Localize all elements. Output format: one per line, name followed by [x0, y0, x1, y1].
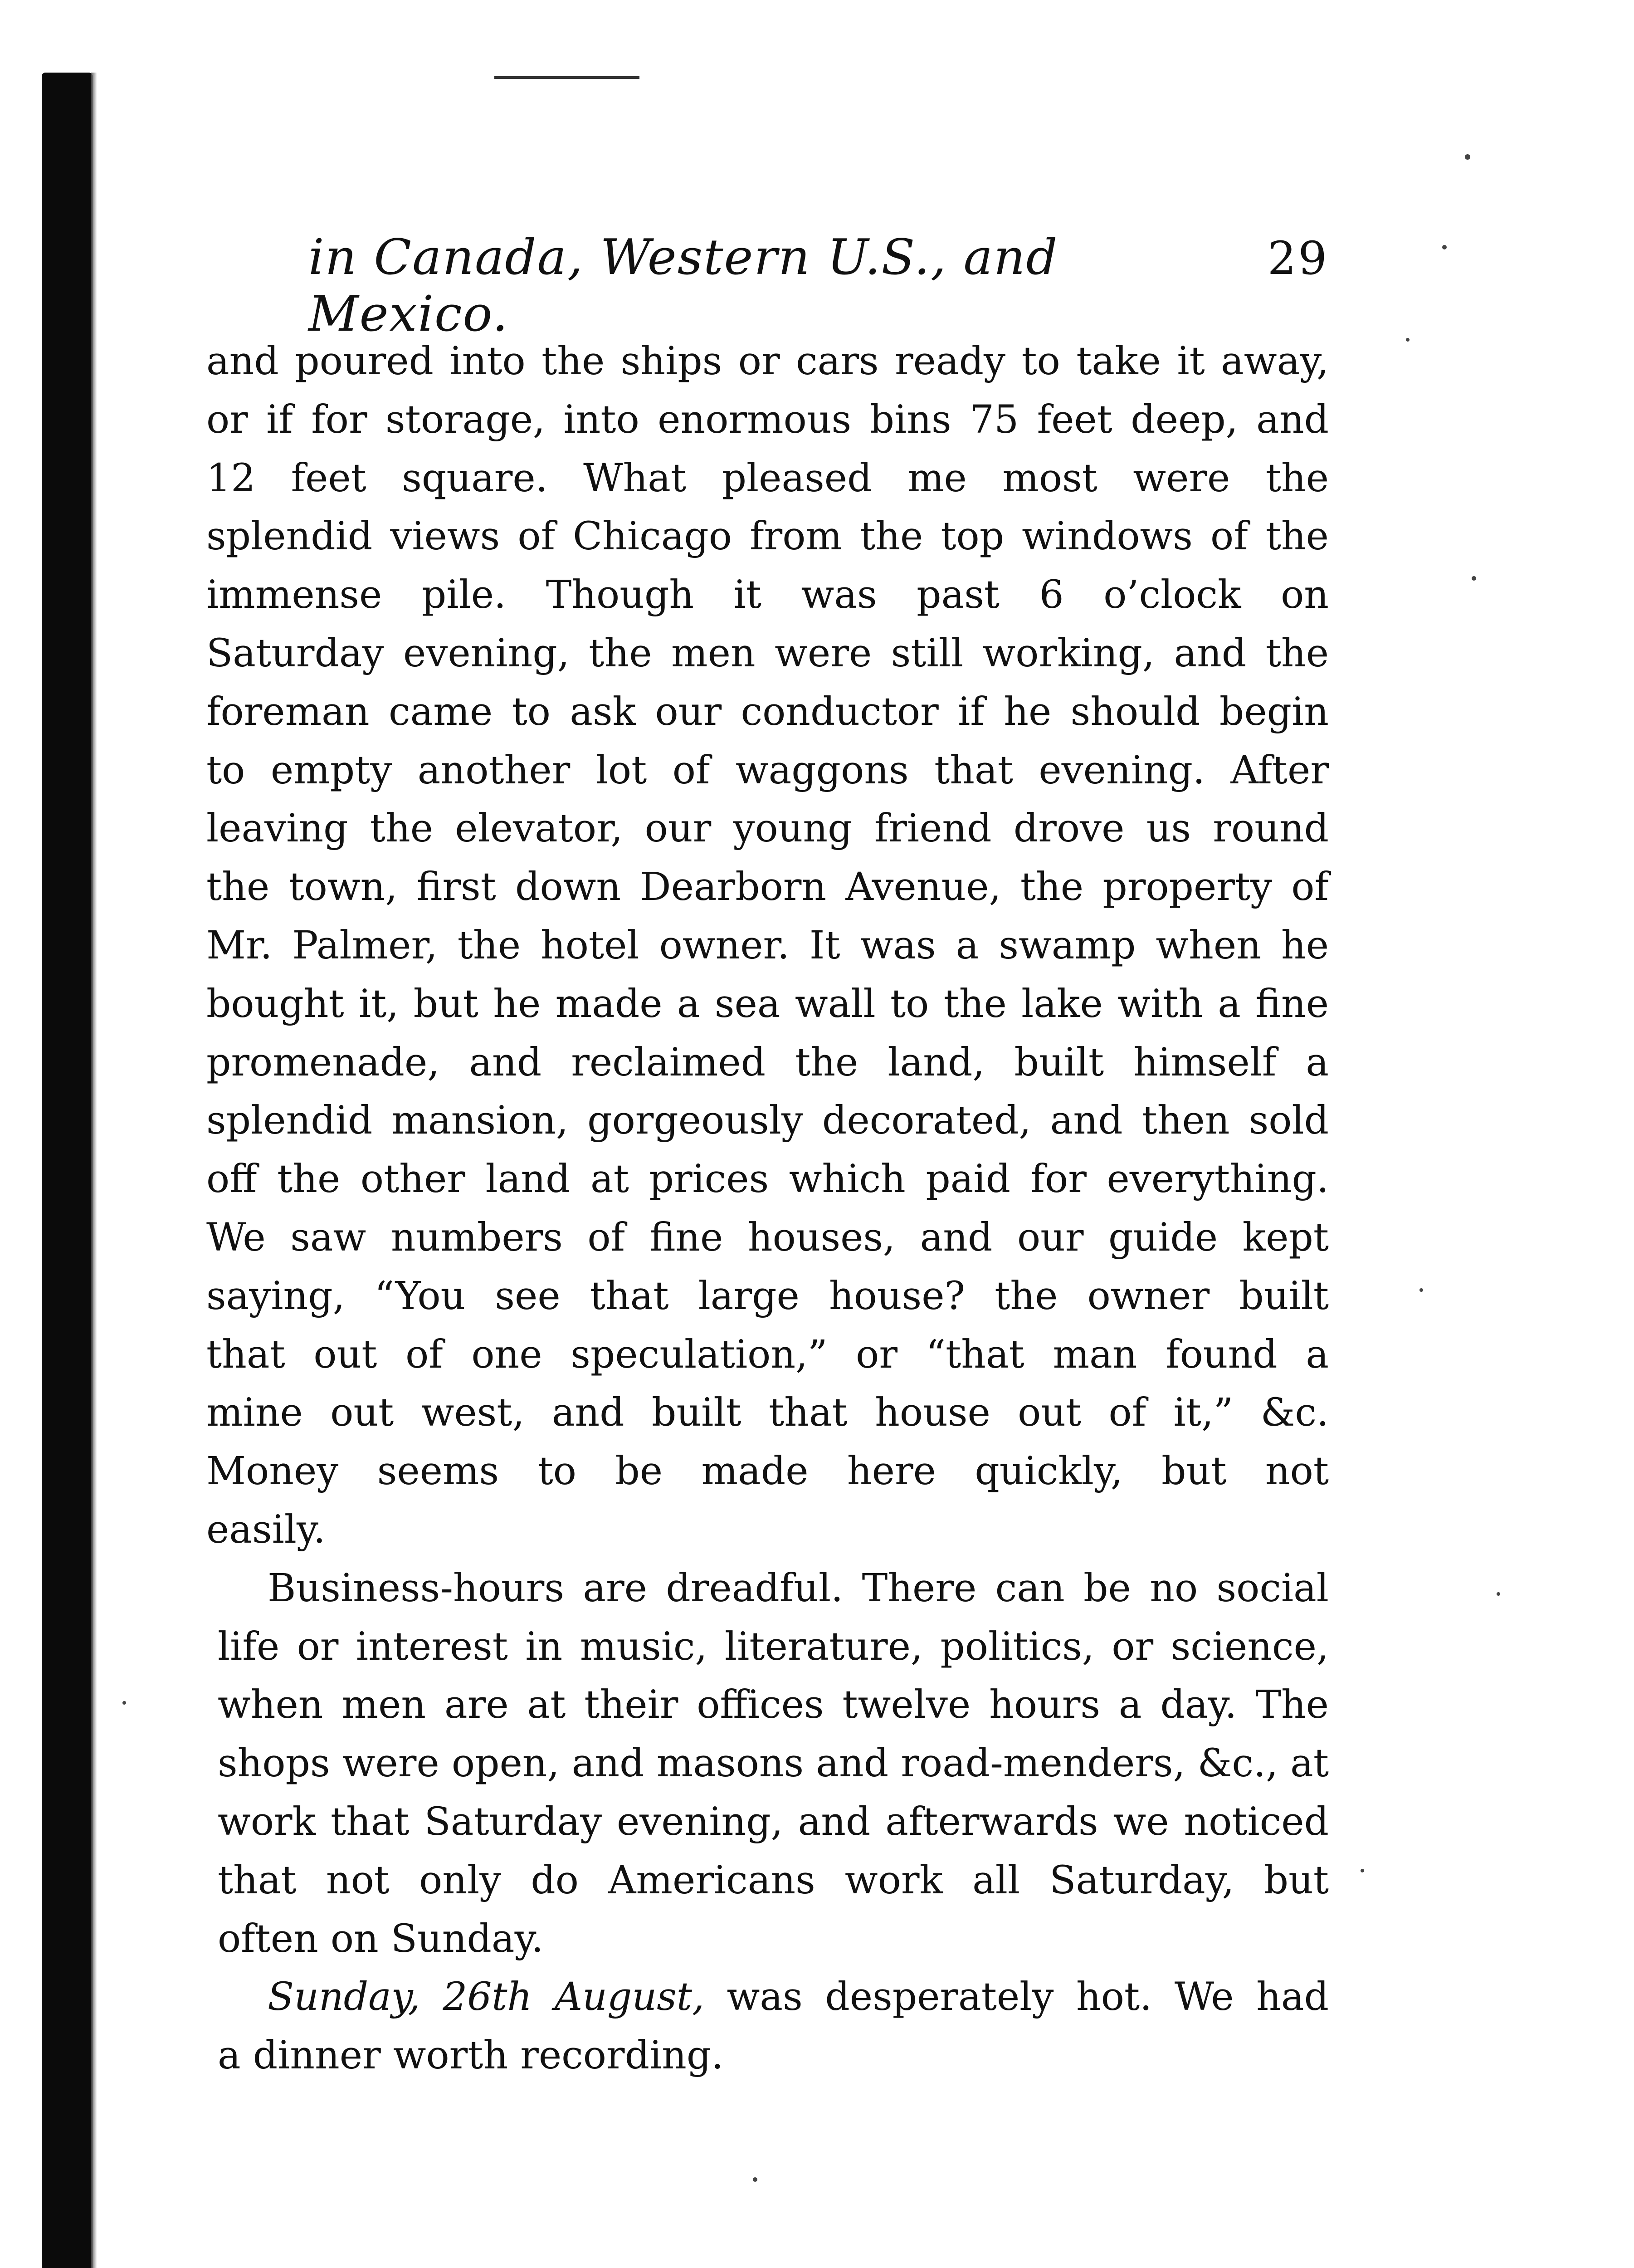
scan-speck [1406, 338, 1410, 342]
text-line [206, 1968, 1329, 2027]
text-line: Business-hours are dreadful. There can be no social [268, 1565, 1329, 1611]
scan-speck [1419, 1288, 1423, 1292]
paragraph [206, 1968, 1329, 2085]
date-lead-rest: was desperately hot. We had [704, 1975, 1329, 2020]
text-line: shops were open, and masons and road-menders, &c., at [218, 1741, 1329, 1786]
scan-speck [1442, 245, 1447, 249]
text-line: or if for storage, into enormous bins 75 feet deep, and [206, 397, 1329, 442]
body-text [206, 332, 1329, 2085]
scan-speck [1465, 154, 1470, 160]
text-line: leaving the elevator, our young friend drove us round [206, 806, 1329, 851]
paragraph [206, 1559, 1329, 1969]
text-line: bought it, but he made a sea wall to the lake with a fine [206, 981, 1329, 1026]
date-lead: Sunday, 26th August, [268, 1975, 704, 2020]
text-line: Mr. Palmer, the hotel owner. It was a swamp when he [206, 923, 1329, 968]
text-line: mine out west, and built that house out of it,” &c. [206, 1390, 1329, 1436]
text-line: a dinner worth recording. [218, 2033, 724, 2078]
text-line: that out of one speculation,” or “that man found a [206, 1332, 1329, 1377]
text-line: work that Saturday evening, and afterwards we noticed [218, 1799, 1329, 1844]
text-line: when men are at their offices twelve hours a day. The [218, 1682, 1329, 1728]
text-line: splendid mansion, gorgeously decorated, and then sold [206, 1098, 1329, 1144]
text-line: and poured into the ships or cars ready to take it away, [206, 339, 1329, 384]
scan-speck [122, 1701, 126, 1705]
text-line: immense pile. Though it was past 6 o’clock on [206, 572, 1329, 618]
paragraph [206, 332, 1329, 1559]
text-line: saying, “You see that large house? the owner built [206, 1273, 1329, 1319]
scan-speck [753, 2177, 757, 2182]
text-line: We saw numbers of fine houses, and our guide kept [206, 1215, 1329, 1260]
text-line: off the other land at prices which paid for everything. [206, 1157, 1329, 1202]
text-line: life or interest in music, literature, politics, or science, [218, 1624, 1329, 1669]
text-line: to empty another lot of waggons that evening. After [206, 748, 1329, 793]
running-title: in Canada, Western U.S., and Mexico. [308, 229, 1058, 342]
text-line: 12 feet square. What pleased me most were the [206, 455, 1329, 501]
text-line: Money seems to be made here quickly, but not [206, 1449, 1329, 1494]
text-line: often on Sunday. [218, 1916, 544, 1961]
running-header [308, 229, 1329, 342]
text-line: promenade, and reclaimed the land, built himself a [206, 1040, 1329, 1085]
binding-shadow [42, 73, 93, 2268]
page-number: 29 [1267, 232, 1329, 285]
text-line: easily. [206, 1507, 326, 1552]
text-line: the town, first down Dearborn Avenue, the property of [206, 865, 1329, 910]
text-line: foreman came to ask our conductor if he should begin [206, 689, 1329, 734]
text-line: Saturday evening, the men were still working, and the [206, 631, 1329, 676]
scan-speck [1361, 1869, 1364, 1872]
text-line: that not only do Americans work all Saturday, but [218, 1857, 1329, 1903]
text-line: splendid views of Chicago from the top windows of the [206, 514, 1329, 559]
scan-speck [1472, 576, 1476, 581]
scan-speck [1497, 1592, 1500, 1596]
scan-top-mark [494, 76, 639, 79]
binding-edge [91, 73, 97, 2268]
